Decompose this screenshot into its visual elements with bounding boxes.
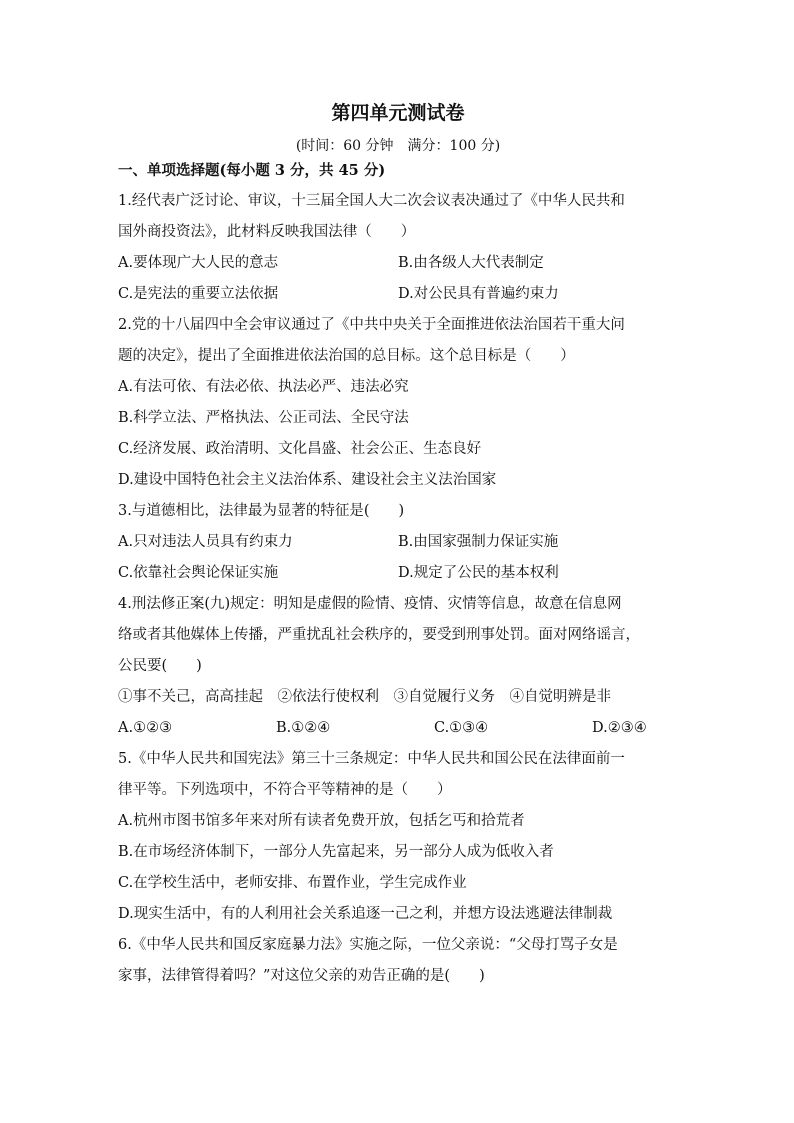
question-2-option-d: D.建设中国特色社会主义法治体系、建设社会主义法治国家	[118, 472, 497, 488]
question-4-line-2: 络或者其他媒体上传播，严重扰乱社会秩序的，要受到刑事处罚。面对网络谣言，	[118, 627, 640, 643]
question-4-options-row	[118, 713, 678, 744]
question-3-option-a: A.只对违法人员具有约束力	[118, 534, 293, 550]
question-1-options-row-2	[118, 279, 678, 310]
question-3-options-row-2	[118, 558, 678, 589]
exam-time-score: (时间：60 分钟 满分：100 分)	[295, 138, 501, 154]
question-6-line-2: 家事，法律管得着吗？”对这位父亲的劝告正确的是( )	[118, 968, 485, 984]
question-1-option-d: D.对公民具有普遍约束力	[398, 286, 559, 302]
question-5-option-c: C.在学校生活中，老师安排、布置作业，学生完成作业	[118, 875, 467, 891]
question-4-statements: ①事不关己，高高挂起 ②依法行使权利 ③自觉履行义务 ④自觉明辨是非	[118, 689, 611, 705]
question-3-option-b: B.由国家强制力保证实施	[398, 534, 559, 550]
exam-page	[118, 98, 678, 992]
question-1-line-2: 国外商投资法》，此材料反映我国法律（ ）	[118, 224, 416, 240]
question-1-option-c: C.是宪法的重要立法依据	[118, 286, 279, 302]
question-5-option-b: B.在市场经济体制下，一部分人先富起来，另一部分人成为低收入者	[118, 844, 554, 860]
question-2-line-2: 题的决定》，提出了全面推进依法治国的总目标。这个总目标是（ ）	[118, 348, 575, 364]
question-4-option-b: B.①②④	[276, 720, 331, 736]
question-4-option-d: D.②③④	[592, 720, 647, 736]
question-4-line-3: 公民要( )	[118, 658, 202, 674]
question-3-option-c: C.依靠社会舆论保证实施	[118, 565, 279, 581]
question-1-option-a: A.要体现广大人民的意志	[118, 255, 279, 271]
question-2-option-c: C.经济发展、政治清明、文化昌盛、社会公正、生态良好	[118, 441, 482, 457]
question-5-line-1: 5.《中华人民共和国宪法》第三十三条规定：中华人民共和国公民在法律面前一	[118, 751, 625, 767]
question-1-line-1: 1.经代表广泛讨论、审议，十三届全国人大二次会议表决通过了《中华人民共和	[118, 193, 625, 209]
question-2-line-1: 2.党的十八届四中全会审议通过了《中共中央关于全面推进依法治国若干重大问	[118, 317, 625, 333]
question-2-option-a: A.有法可依、有法必依、执法必严、违法必究	[118, 379, 409, 395]
question-4-line-1: 4.刑法修正案(九)规定：明知是虚假的险情、疫情、灾情等信息，故意在信息网	[118, 596, 622, 612]
question-1-option-b: B.由各级人大代表制定	[398, 255, 544, 271]
question-5-option-a: A.杭州市图书馆多年来对所有读者免费开放，包括乞丐和拾荒者	[118, 813, 525, 829]
question-3-line-1: 3.与道德相比，法律最为显著的特征是( )	[118, 503, 405, 519]
page-title: 第四单元测试卷	[331, 102, 465, 124]
question-5-option-d: D.现实生活中，有的人利用社会关系追逐一己之利，并想方设法逃避法律制裁	[118, 906, 613, 922]
question-3-option-d: D.规定了公民的基本权利	[398, 565, 559, 581]
section-heading: 一、单项选择题(每小题 3 分，共 45 分)	[118, 162, 386, 179]
question-3-options-row-1	[118, 527, 678, 558]
question-4-option-a: A.①②③	[118, 720, 173, 736]
question-5-line-2: 律平等。下列选项中，不符合平等精神的是（ ）	[118, 782, 452, 798]
question-1-options-row-1	[118, 248, 678, 279]
question-4-option-c: C.①③④	[434, 720, 489, 736]
question-2-option-b: B.科学立法、严格执法、公正司法、全民守法	[118, 410, 409, 426]
question-6-line-1: 6.《中华人民共和国反家庭暴力法》实施之际，一位父亲说：“父母打骂子女是	[118, 937, 618, 953]
